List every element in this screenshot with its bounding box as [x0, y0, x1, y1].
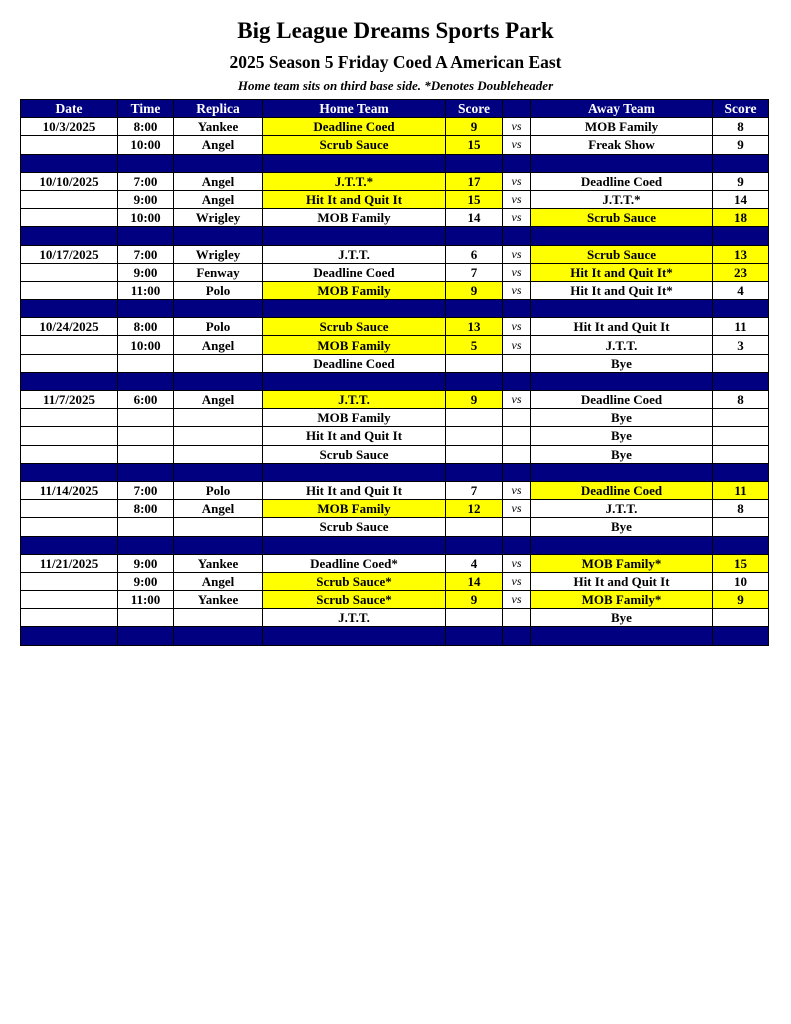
date-cell — [21, 518, 118, 536]
away-team-cell: Bye — [531, 409, 713, 427]
away-team-cell: Bye — [531, 427, 713, 445]
separator-cell — [503, 372, 531, 390]
date-cell — [21, 500, 118, 518]
away-team-cell: Freak Show — [531, 136, 713, 154]
column-header-home-score: Score — [446, 100, 503, 118]
away-score-cell: 11 — [713, 318, 769, 336]
time-cell: 10:00 — [118, 209, 174, 227]
game-row — [21, 263, 769, 281]
separator-cell — [118, 463, 174, 481]
game-row — [21, 190, 769, 208]
home-team-cell: Scrub Sauce — [263, 518, 446, 536]
time-cell — [118, 427, 174, 445]
game-row — [21, 245, 769, 263]
home-team-cell: Scrub Sauce — [263, 318, 446, 336]
vs-cell — [503, 609, 531, 627]
vs-cell: vs — [503, 209, 531, 227]
home-score-cell: 12 — [446, 500, 503, 518]
date-cell: 10/24/2025 — [21, 318, 118, 336]
home-score-cell: 15 — [446, 136, 503, 154]
away-team-cell: Bye — [531, 445, 713, 463]
game-row — [21, 609, 769, 627]
replica-cell — [174, 354, 263, 372]
game-row — [21, 318, 769, 336]
home-score-cell: 17 — [446, 172, 503, 190]
time-cell: 9:00 — [118, 554, 174, 572]
date-cell: 11/21/2025 — [21, 554, 118, 572]
schedule-table — [20, 99, 769, 646]
separator-cell — [531, 463, 713, 481]
separator-cell — [503, 536, 531, 554]
time-cell: 9:00 — [118, 572, 174, 590]
replica-cell — [174, 427, 263, 445]
home-team-cell: J.T.T. — [263, 609, 446, 627]
away-team-cell: MOB Family* — [531, 554, 713, 572]
week-separator-row — [21, 536, 769, 554]
home-team-cell: Deadline Coed — [263, 263, 446, 281]
separator-cell — [531, 536, 713, 554]
away-team-cell: Scrub Sauce — [531, 245, 713, 263]
away-score-cell: 10 — [713, 572, 769, 590]
time-cell: 8:00 — [118, 118, 174, 136]
away-score-cell — [713, 354, 769, 372]
separator-cell — [446, 627, 503, 645]
home-team-cell: J.T.T. — [263, 391, 446, 409]
separator-cell — [263, 300, 446, 318]
away-score-cell — [713, 518, 769, 536]
replica-cell: Angel — [174, 336, 263, 354]
home-team-cell: Hit It and Quit It — [263, 190, 446, 208]
separator-cell — [21, 372, 118, 390]
away-score-cell: 23 — [713, 263, 769, 281]
replica-cell: Angel — [174, 172, 263, 190]
game-row — [21, 518, 769, 536]
game-row — [21, 500, 769, 518]
vs-cell: vs — [503, 481, 531, 499]
away-score-cell: 14 — [713, 190, 769, 208]
date-cell: 10/17/2025 — [21, 245, 118, 263]
away-team-cell: Deadline Coed — [531, 481, 713, 499]
separator-cell — [531, 227, 713, 245]
separator-cell — [531, 372, 713, 390]
column-header-vs — [503, 100, 531, 118]
vs-cell: vs — [503, 336, 531, 354]
vs-cell — [503, 409, 531, 427]
game-row — [21, 354, 769, 372]
separator-cell — [174, 227, 263, 245]
separator-cell — [118, 227, 174, 245]
home-score-cell: 5 — [446, 336, 503, 354]
vs-cell: vs — [503, 572, 531, 590]
separator-cell — [713, 154, 769, 172]
home-score-cell: 9 — [446, 391, 503, 409]
vs-cell: vs — [503, 245, 531, 263]
separator-cell — [713, 300, 769, 318]
home-team-cell: Deadline Coed — [263, 354, 446, 372]
page-title: Big League Dreams Sports Park — [237, 18, 554, 43]
replica-cell — [174, 518, 263, 536]
separator-cell — [174, 463, 263, 481]
home-score-cell: 4 — [446, 554, 503, 572]
separator-cell — [21, 154, 118, 172]
vs-cell: vs — [503, 318, 531, 336]
game-row — [21, 481, 769, 499]
separator-cell — [531, 627, 713, 645]
separator-cell — [263, 463, 446, 481]
vs-cell: vs — [503, 281, 531, 299]
away-team-cell: Scrub Sauce — [531, 209, 713, 227]
separator-cell — [446, 372, 503, 390]
date-cell — [21, 427, 118, 445]
separator-cell — [446, 536, 503, 554]
separator-cell — [118, 300, 174, 318]
separator-cell — [503, 227, 531, 245]
date-cell — [21, 609, 118, 627]
separator-cell — [118, 372, 174, 390]
home-score-cell: 9 — [446, 281, 503, 299]
separator-cell — [174, 627, 263, 645]
column-header-away-team: Away Team — [531, 100, 713, 118]
home-team-cell: MOB Family — [263, 409, 446, 427]
week-separator-row — [21, 227, 769, 245]
separator-cell — [531, 154, 713, 172]
replica-cell: Polo — [174, 481, 263, 499]
home-team-cell: MOB Family — [263, 500, 446, 518]
away-score-cell: 9 — [713, 591, 769, 609]
separator-cell — [174, 154, 263, 172]
game-row — [21, 391, 769, 409]
time-cell — [118, 354, 174, 372]
home-team-cell: MOB Family — [263, 209, 446, 227]
game-row — [21, 136, 769, 154]
date-cell — [21, 263, 118, 281]
away-team-cell: Hit It and Quit It — [531, 318, 713, 336]
time-cell: 8:00 — [118, 318, 174, 336]
replica-cell: Wrigley — [174, 209, 263, 227]
away-score-cell: 3 — [713, 336, 769, 354]
week-separator-row — [21, 627, 769, 645]
date-cell — [21, 354, 118, 372]
game-row — [21, 409, 769, 427]
date-cell — [21, 591, 118, 609]
separator-cell — [118, 627, 174, 645]
home-score-cell: 6 — [446, 245, 503, 263]
separator-cell — [446, 154, 503, 172]
page-subtitle: 2025 Season 5 Friday Coed A American East — [229, 52, 562, 72]
away-score-cell: 4 — [713, 281, 769, 299]
date-cell — [21, 336, 118, 354]
date-cell — [21, 209, 118, 227]
away-score-cell — [713, 609, 769, 627]
replica-cell: Angel — [174, 500, 263, 518]
game-row — [21, 591, 769, 609]
separator-cell — [21, 463, 118, 481]
separator-cell — [531, 300, 713, 318]
date-cell — [21, 409, 118, 427]
separator-cell — [503, 463, 531, 481]
separator-cell — [713, 536, 769, 554]
home-score-cell — [446, 518, 503, 536]
away-score-cell: 9 — [713, 136, 769, 154]
home-score-cell — [446, 409, 503, 427]
replica-cell: Angel — [174, 190, 263, 208]
time-cell — [118, 609, 174, 627]
replica-cell: Polo — [174, 281, 263, 299]
time-cell: 11:00 — [118, 591, 174, 609]
away-score-cell — [713, 427, 769, 445]
date-cell: 11/14/2025 — [21, 481, 118, 499]
replica-cell: Yankee — [174, 118, 263, 136]
home-score-cell: 9 — [446, 591, 503, 609]
replica-cell: Angel — [174, 136, 263, 154]
separator-cell — [503, 627, 531, 645]
time-cell — [118, 445, 174, 463]
week-separator-row — [21, 300, 769, 318]
home-team-cell: Deadline Coed — [263, 118, 446, 136]
column-header-replica: Replica — [174, 100, 263, 118]
vs-cell: vs — [503, 263, 531, 281]
home-team-cell: MOB Family — [263, 336, 446, 354]
home-score-cell — [446, 427, 503, 445]
away-team-cell: Deadline Coed — [531, 172, 713, 190]
home-score-cell: 14 — [446, 572, 503, 590]
vs-cell: vs — [503, 500, 531, 518]
date-cell: 10/10/2025 — [21, 172, 118, 190]
away-score-cell: 15 — [713, 554, 769, 572]
vs-cell — [503, 427, 531, 445]
date-cell — [21, 136, 118, 154]
time-cell: 7:00 — [118, 481, 174, 499]
away-score-cell — [713, 445, 769, 463]
replica-cell: Wrigley — [174, 245, 263, 263]
away-team-cell: Hit It and Quit It* — [531, 281, 713, 299]
vs-cell: vs — [503, 172, 531, 190]
home-team-cell: J.T.T.* — [263, 172, 446, 190]
vs-cell: vs — [503, 136, 531, 154]
away-team-cell: J.T.T. — [531, 500, 713, 518]
home-score-cell: 7 — [446, 481, 503, 499]
game-row — [21, 427, 769, 445]
home-score-cell: 14 — [446, 209, 503, 227]
week-separator-row — [21, 154, 769, 172]
separator-cell — [713, 463, 769, 481]
away-score-cell: 11 — [713, 481, 769, 499]
header-row — [21, 100, 769, 118]
separator-cell — [503, 300, 531, 318]
separator-cell — [263, 154, 446, 172]
vs-cell — [503, 518, 531, 536]
separator-cell — [263, 227, 446, 245]
time-cell: 10:00 — [118, 336, 174, 354]
date-cell — [21, 445, 118, 463]
vs-cell — [503, 354, 531, 372]
game-row — [21, 118, 769, 136]
column-header-time: Time — [118, 100, 174, 118]
separator-cell — [446, 463, 503, 481]
time-cell — [118, 518, 174, 536]
time-cell: 7:00 — [118, 245, 174, 263]
home-score-cell — [446, 609, 503, 627]
separator-cell — [503, 154, 531, 172]
home-team-cell: Scrub Sauce — [263, 136, 446, 154]
game-row — [21, 572, 769, 590]
date-cell — [21, 572, 118, 590]
week-separator-row — [21, 463, 769, 481]
home-team-cell: Hit It and Quit It — [263, 481, 446, 499]
away-score-cell: 8 — [713, 500, 769, 518]
separator-cell — [263, 627, 446, 645]
separator-cell — [118, 154, 174, 172]
separator-cell — [446, 300, 503, 318]
replica-cell: Angel — [174, 572, 263, 590]
away-score-cell: 13 — [713, 245, 769, 263]
separator-cell — [21, 300, 118, 318]
separator-cell — [174, 536, 263, 554]
away-team-cell: J.T.T. — [531, 336, 713, 354]
away-team-cell: Hit It and Quit It — [531, 572, 713, 590]
home-score-cell: 9 — [446, 118, 503, 136]
column-header-date: Date — [21, 100, 118, 118]
away-score-cell — [713, 409, 769, 427]
home-team-cell: Deadline Coed* — [263, 554, 446, 572]
replica-cell: Angel — [174, 391, 263, 409]
game-row — [21, 172, 769, 190]
separator-cell — [263, 372, 446, 390]
separator-cell — [174, 372, 263, 390]
vs-cell: vs — [503, 554, 531, 572]
separator-cell — [21, 536, 118, 554]
home-team-cell: Scrub Sauce* — [263, 572, 446, 590]
replica-cell: Yankee — [174, 554, 263, 572]
home-team-cell: J.T.T. — [263, 245, 446, 263]
separator-cell — [713, 227, 769, 245]
away-team-cell: J.T.T.* — [531, 190, 713, 208]
away-score-cell: 8 — [713, 391, 769, 409]
away-score-cell: 18 — [713, 209, 769, 227]
home-score-cell: 15 — [446, 190, 503, 208]
home-score-cell — [446, 354, 503, 372]
time-cell: 9:00 — [118, 263, 174, 281]
vs-cell: vs — [503, 190, 531, 208]
separator-cell — [21, 227, 118, 245]
replica-cell: Fenway — [174, 263, 263, 281]
game-row — [21, 554, 769, 572]
away-team-cell: Deadline Coed — [531, 391, 713, 409]
column-header-away-score: Score — [713, 100, 769, 118]
away-team-cell: MOB Family* — [531, 591, 713, 609]
time-cell — [118, 409, 174, 427]
time-cell: 7:00 — [118, 172, 174, 190]
time-cell: 10:00 — [118, 136, 174, 154]
home-team-cell: Scrub Sauce — [263, 445, 446, 463]
date-cell: 11/7/2025 — [21, 391, 118, 409]
replica-cell: Yankee — [174, 591, 263, 609]
replica-cell: Polo — [174, 318, 263, 336]
vs-cell — [503, 445, 531, 463]
week-separator-row — [21, 372, 769, 390]
separator-cell — [21, 627, 118, 645]
time-cell: 6:00 — [118, 391, 174, 409]
home-team-cell: Scrub Sauce* — [263, 591, 446, 609]
away-team-cell: Hit It and Quit It* — [531, 263, 713, 281]
separator-cell — [713, 372, 769, 390]
home-score-cell: 13 — [446, 318, 503, 336]
home-score-cell: 7 — [446, 263, 503, 281]
home-team-cell: MOB Family — [263, 281, 446, 299]
schedule-note: Home team sits on third base side. *Denotes Doubleheader — [237, 78, 554, 93]
separator-cell — [263, 536, 446, 554]
home-team-cell: Hit It and Quit It — [263, 427, 446, 445]
replica-cell — [174, 609, 263, 627]
vs-cell: vs — [503, 391, 531, 409]
column-header-home-team: Home Team — [263, 100, 446, 118]
separator-cell — [446, 227, 503, 245]
date-cell — [21, 281, 118, 299]
away-score-cell: 8 — [713, 118, 769, 136]
game-row — [21, 281, 769, 299]
vs-cell: vs — [503, 118, 531, 136]
away-team-cell: MOB Family — [531, 118, 713, 136]
home-score-cell — [446, 445, 503, 463]
time-cell: 11:00 — [118, 281, 174, 299]
separator-cell — [118, 536, 174, 554]
replica-cell — [174, 445, 263, 463]
date-cell — [21, 190, 118, 208]
away-team-cell: Bye — [531, 354, 713, 372]
time-cell: 8:00 — [118, 500, 174, 518]
schedule-body — [21, 118, 769, 645]
vs-cell: vs — [503, 591, 531, 609]
date-cell: 10/3/2025 — [21, 118, 118, 136]
game-row — [21, 336, 769, 354]
away-team-cell: Bye — [531, 609, 713, 627]
game-row — [21, 445, 769, 463]
away-score-cell: 9 — [713, 172, 769, 190]
away-team-cell: Bye — [531, 518, 713, 536]
replica-cell — [174, 409, 263, 427]
separator-cell — [174, 300, 263, 318]
game-row — [21, 209, 769, 227]
separator-cell — [713, 627, 769, 645]
time-cell: 9:00 — [118, 190, 174, 208]
